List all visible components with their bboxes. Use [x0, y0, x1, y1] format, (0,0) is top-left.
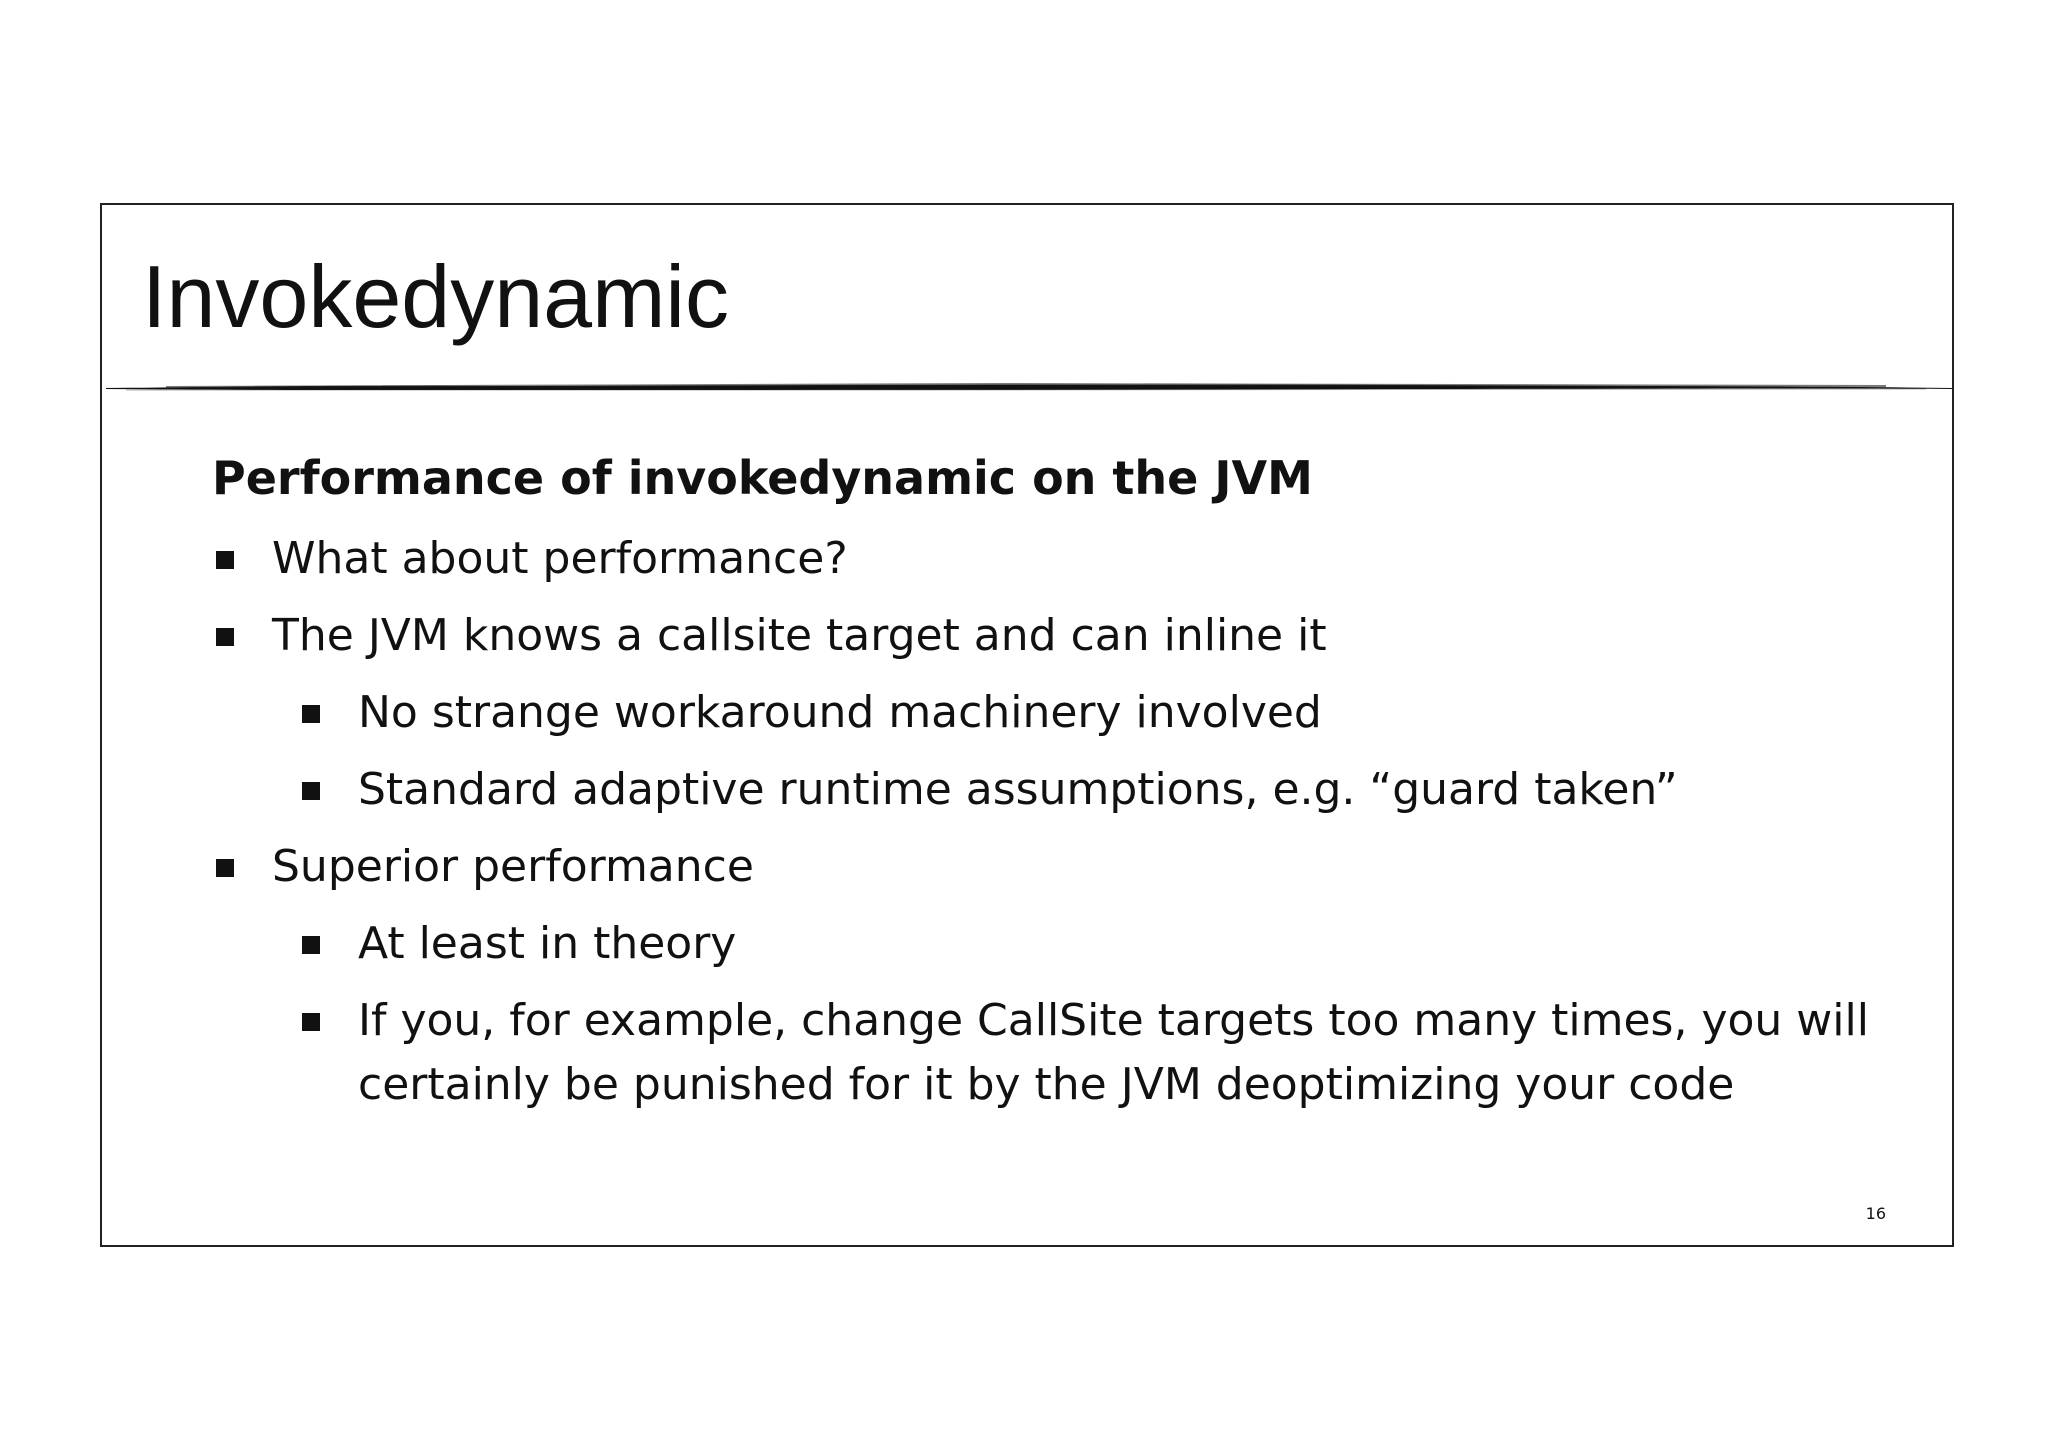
sub-bullet-item: [212, 912, 1892, 976]
bullet-item: [212, 527, 1892, 591]
page-number: 16: [1865, 1204, 1886, 1223]
square-bullet-icon: [302, 705, 320, 723]
square-bullet-icon: [216, 628, 234, 646]
sub-bullet-item: [212, 758, 1892, 822]
section-heading: Performance of invokedynamic on the JVM: [212, 451, 1313, 505]
bullet-text: Standard adaptive runtime assumptions, e.g. “guard taken”: [358, 764, 1678, 815]
square-bullet-icon: [302, 1013, 320, 1031]
bullet-text: Superior performance: [272, 841, 754, 892]
bullet-text: What about performance?: [272, 533, 848, 584]
slide-title: Invokedynamic: [142, 247, 729, 346]
bullet-text: If you, for example, change CallSite targets too many times, you will certainly be punished for it by the JVM deoptimizing your code: [358, 995, 1869, 1110]
title-divider: [106, 381, 1952, 393]
bullet-item: [212, 835, 1892, 899]
bullet-text: At least in theory: [358, 918, 737, 969]
bullet-text: No strange workaround machinery involved: [358, 687, 1322, 738]
square-bullet-icon: [302, 782, 320, 800]
square-bullet-icon: [302, 936, 320, 954]
square-bullet-icon: [216, 859, 234, 877]
slide-frame: [100, 203, 1954, 1247]
sub-bullet-item: [212, 989, 1892, 1117]
slide-body: [212, 451, 1892, 1130]
bullet-text: The JVM knows a callsite target and can inline it: [272, 610, 1327, 661]
bullet-item: [212, 604, 1892, 668]
sub-bullet-item: [212, 681, 1892, 745]
square-bullet-icon: [216, 551, 234, 569]
